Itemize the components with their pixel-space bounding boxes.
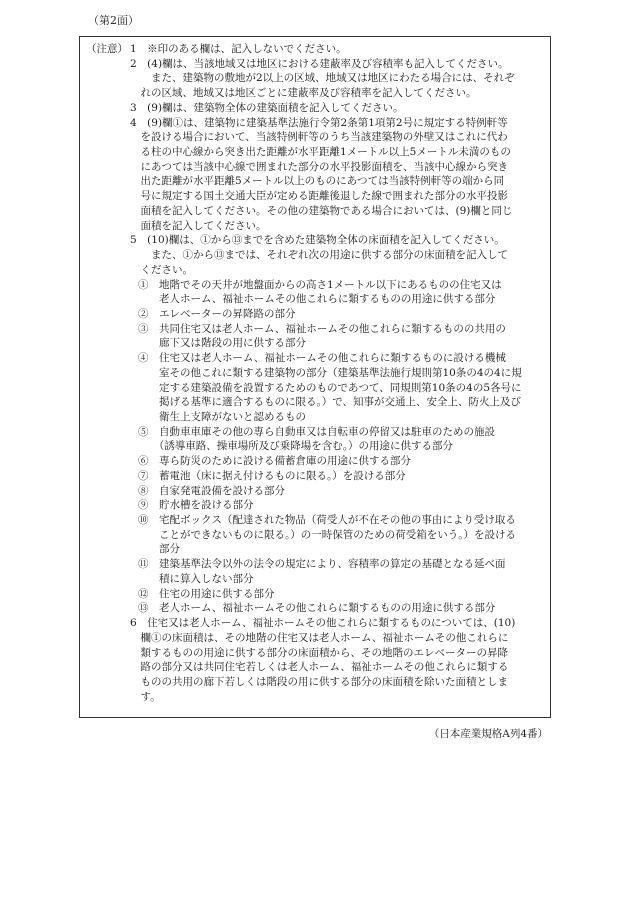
note-line: ください。 <box>130 263 193 276</box>
note-line: 号に規定する国土交通大臣が定める距離後退した線で囲まれた部分の水平投影 <box>130 190 508 203</box>
note-line: 衛生上支障がないと認めるもの <box>138 411 306 423</box>
note-line: 定する建築設備を設置するためのものであつて、同規則第10条の4の5各号に <box>138 381 522 394</box>
notes-title: （注意） <box>86 43 128 55</box>
note-line: ものの共用の廊下若しくは階段の用に供する部分の床面積を除いた面積としま <box>130 675 508 688</box>
note-line: 積に算入しない部分 <box>138 572 254 585</box>
note-line: ③ 共同住宅又は老人ホーム、福祉ホームその他これらに類するものの共用の <box>138 322 506 335</box>
note-line: また、建築物の敷地が2以上の区域、地域又は地区にわたる場合には、それぞ <box>130 72 515 85</box>
note-line: ⑫ 住宅の用途に供する部分 <box>138 587 275 600</box>
note-line: ② エレベーターの昇降路の部分 <box>138 307 296 320</box>
note-line: 4 (9)欄①は、建築物に建築基準法施行令第2条第1項第2号に規定する特例軒等 <box>130 116 508 129</box>
note-line: （誘導車路、操車場所及び乗降場を含む。）の用途に供する部分 <box>138 440 453 453</box>
note-line: また、①から⑬までは、それぞれ次の用途に供する部分の床面積を記入して <box>130 249 508 262</box>
note-line: ⑬ 老人ホーム、福祉ホームその他これらに類するものの用途に供する部分 <box>138 602 496 615</box>
note-line: 6 住宅又は老人ホーム、福祉ホームその他これらに類するものについては、(10) <box>130 617 516 630</box>
note-line: ⑪ 建築基準法令以外の法令の規定により、容積率の算定の基礎となる延べ面 <box>138 558 506 571</box>
note-line: を設ける場合において、当該特例軒等のうち当該建築物の外壁又はこれに代わ <box>130 131 508 144</box>
note-line: 1 ※印のある欄は、記入しないでください。 <box>130 43 347 55</box>
note-line: 老人ホーム、福祉ホームその他これらに類するものの用途に供する部分 <box>138 293 496 306</box>
note-line: 類するものの用途に供する部分の床面積から、その地階のエレベーターの昇降 <box>130 646 508 659</box>
note-line: ⑥ 専ら防災のために設ける備蓄倉庫の用途に供する部分 <box>138 455 411 468</box>
note-line: る柱の中心線から突き出た距離が水平距離1メートル以上5メートル未満のもの <box>130 146 511 159</box>
note-line: 廊下又は階段の用に供する部分 <box>138 337 306 350</box>
note-line: 室その他これに類する建築物の部分（建築基準法施行規則第10条の4の4に規 <box>138 366 522 379</box>
note-line: にあつては当該中心線で囲まれた部分の水平投影面積を、当該中心線から突き <box>130 160 508 173</box>
note-line: れの区域、地域又は地区ごとに建蔽率及び容積率を記入してください。 <box>130 87 477 100</box>
note-line: ⑧ 自家発電設備を設ける部分 <box>138 484 285 497</box>
note-line: 面積を記入してください。 <box>130 219 267 232</box>
note-line: 出た距離が水平距離5メートル以上のものにあつては当該特例軒等の端から同 <box>130 175 505 188</box>
note-line: 路の部分又は共同住宅若しくは老人ホーム、福祉ホームその他これらに類する <box>130 661 509 674</box>
note-line: す。 <box>130 690 161 703</box>
note-line: 掲げる基準に適合するものに限る。）で、知事が交通上、安全上、防火上及び <box>138 396 522 409</box>
note-line: 2 (4)欄は、当該地域又は地区における建蔽率及び容積率も記入してください。 <box>130 57 509 70</box>
notes-box <box>79 36 551 718</box>
page-label: （第2面） <box>88 14 139 27</box>
note-line: ことができないものに限る。）の一時保管のための荷受箱をいう。）を設ける <box>138 528 516 541</box>
note-line: 3 (9)欄は、建築物全体の建築面積を記入してください。 <box>130 101 404 114</box>
paper-size-footer: （日本産業規格A列4番） <box>428 728 548 740</box>
note-line: ④ 住宅又は老人ホーム、福祉ホームその他これらに類するものに設ける機械 <box>138 352 506 365</box>
note-line: 5 (10)欄は、①から⑬までを含めた建築物全体の床面積を記入してください。 <box>130 234 505 247</box>
note-line: ① 地階でその天井が地盤面からの高さ1メートル以下にあるものの住宅又は <box>138 278 502 291</box>
note-line: ⑩ 宅配ボックス（配達された物品（荷受人が不在その他の事由により受け取る <box>138 514 516 527</box>
note-line: ⑤ 自動車車庫その他の専ら自動車又は自転車の停留又は駐車のための施設 <box>138 425 495 438</box>
note-line: ⑦ 蓄電池（床に据え付けるものに限る。）を設ける部分 <box>138 469 406 482</box>
note-line: 面積を記入してください。その他の建築物である場合においては、(9)欄と同じ <box>130 204 513 217</box>
note-line: 部分 <box>138 543 180 556</box>
note-line: ⑨ 貯水槽を設ける部分 <box>138 499 254 512</box>
note-line: 欄①の床面積は、その地階の住宅又は老人ホーム、福祉ホームその他これらに <box>130 631 509 644</box>
